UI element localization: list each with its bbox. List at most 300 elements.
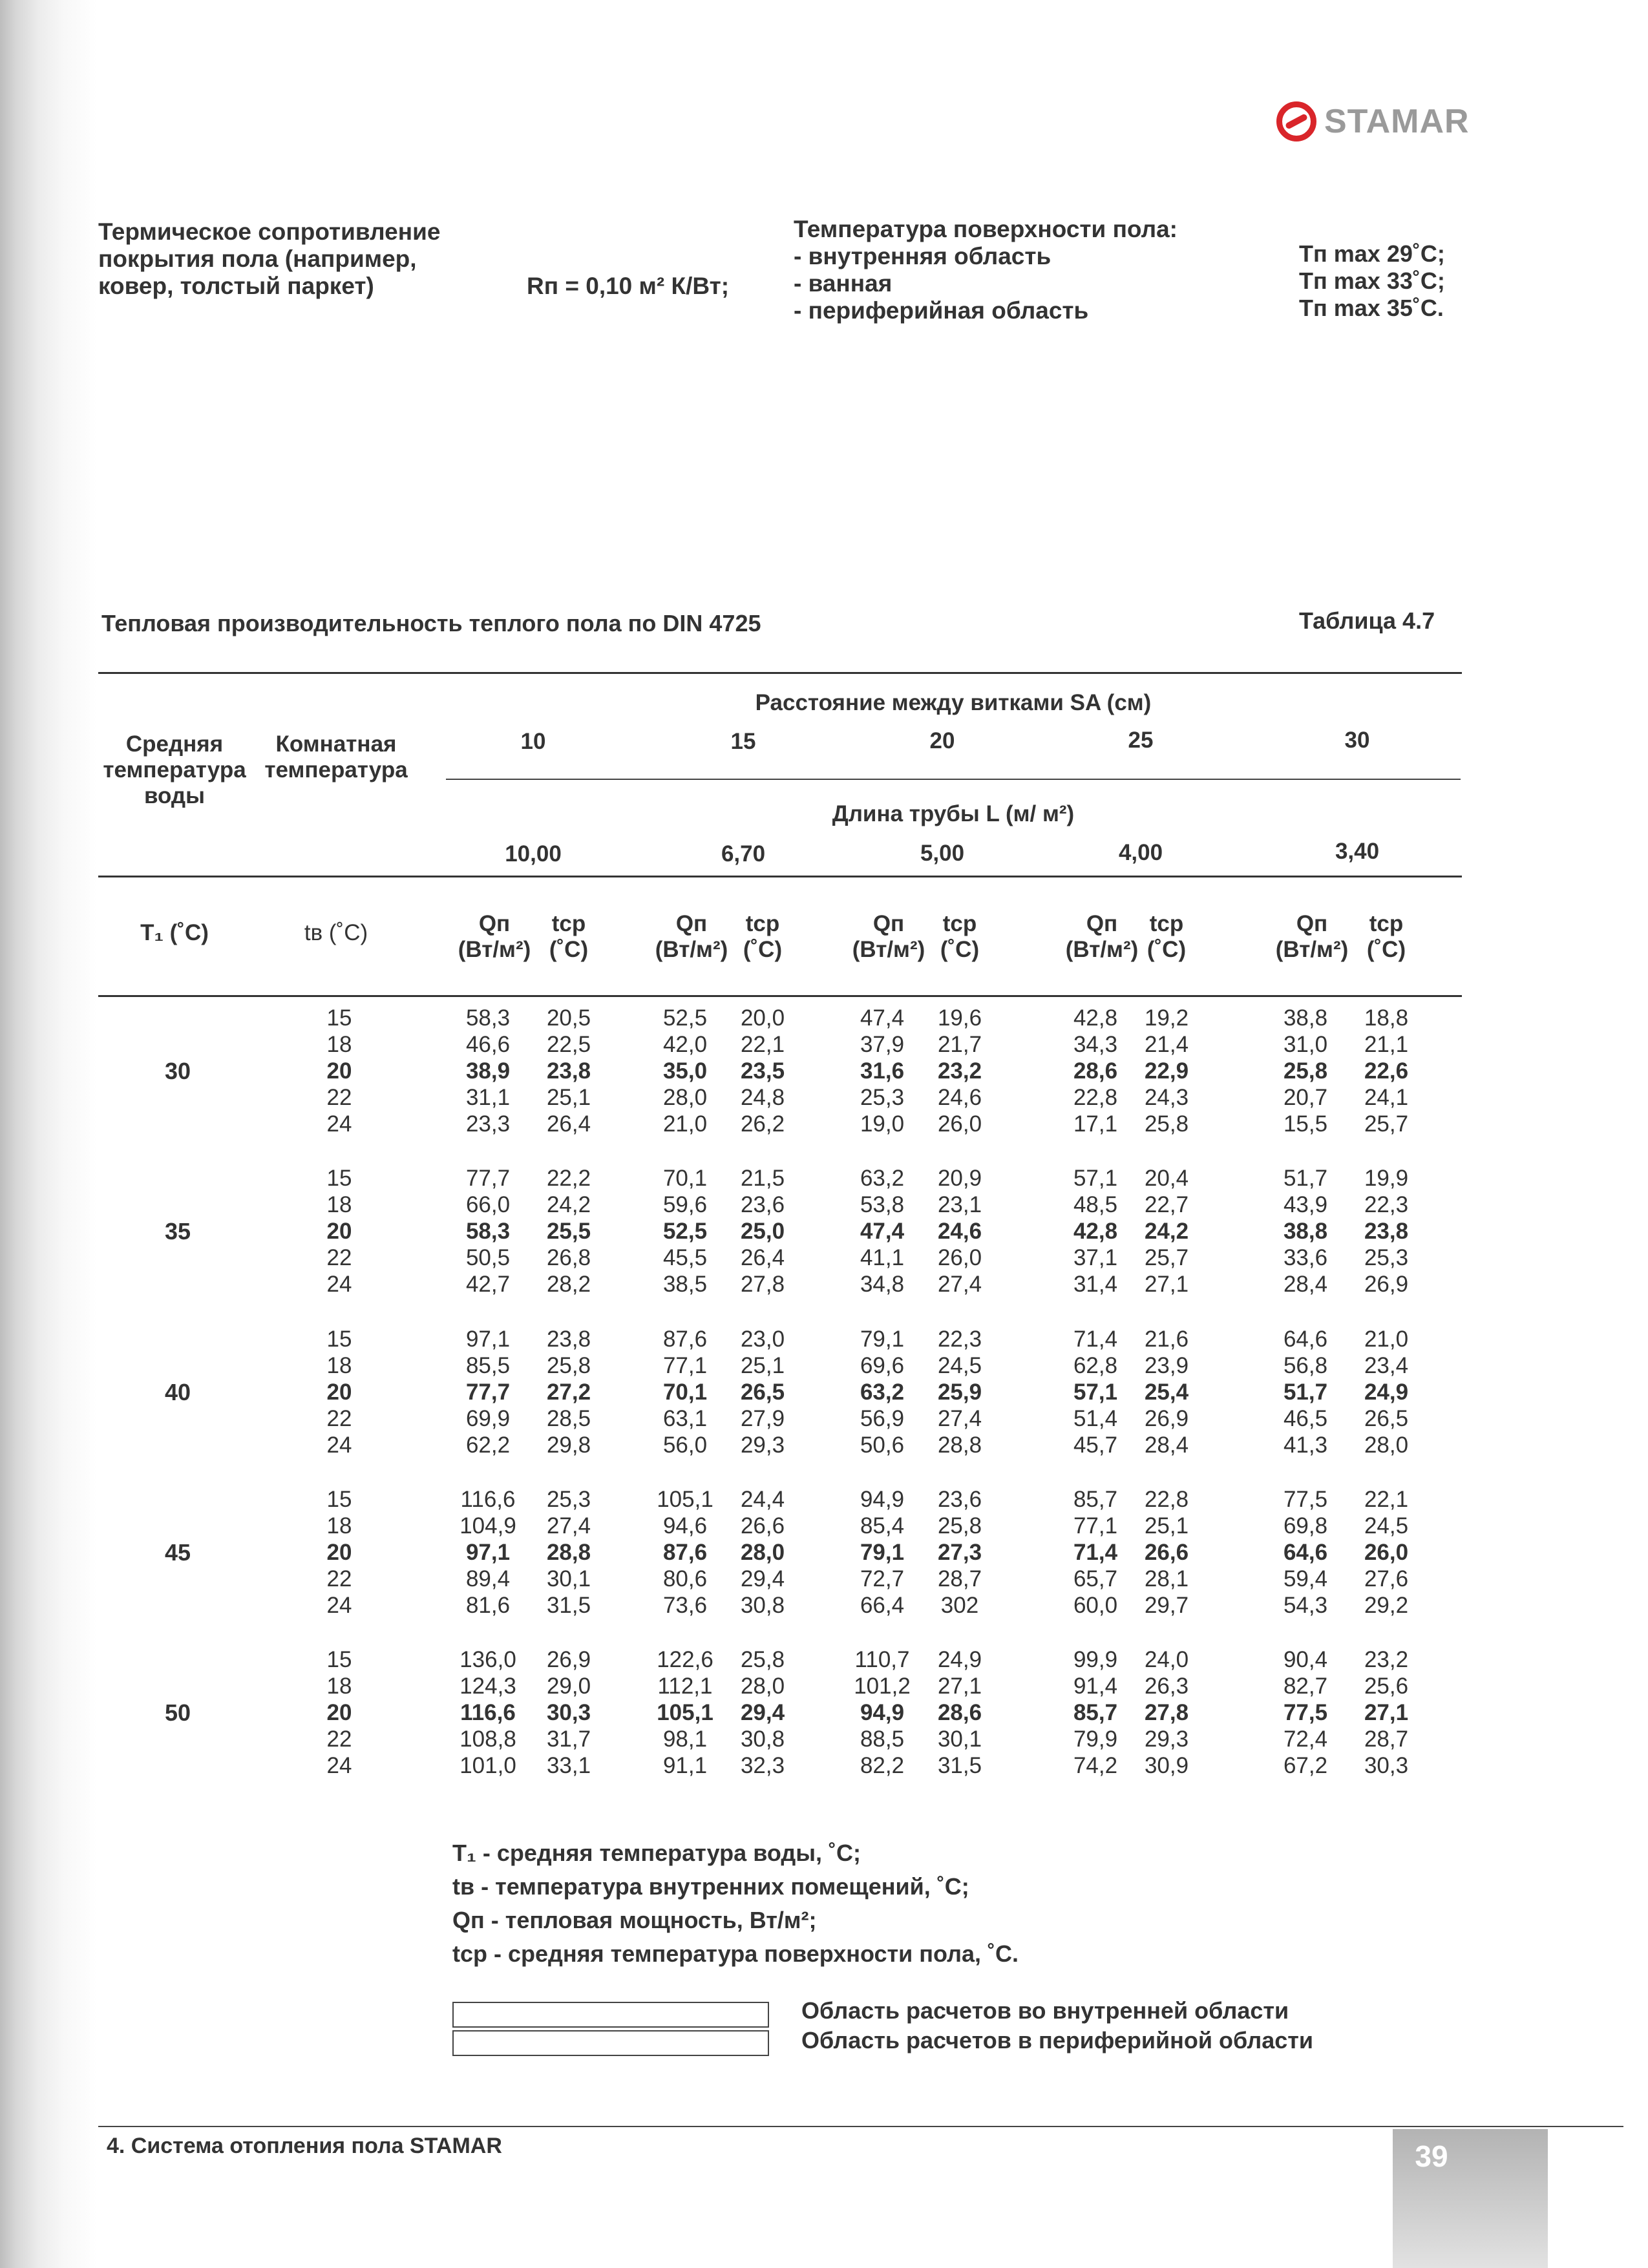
- cell-tcp: 21,4: [1144, 1032, 1189, 1057]
- cell-tcp: 27,6: [1364, 1566, 1409, 1591]
- cell-q: 110,7: [854, 1647, 910, 1672]
- header-rule: [98, 876, 1462, 877]
- cell-q: 31,4: [1073, 1272, 1118, 1297]
- length-20: 5,00: [920, 841, 965, 866]
- header-avg-water-line: воды: [143, 783, 206, 808]
- spacing-25: 25: [1128, 728, 1154, 753]
- cell-tcp: 24,5: [937, 1353, 982, 1378]
- group-t1: 35: [164, 1218, 191, 1244]
- row-tv: 15: [326, 1647, 352, 1672]
- cell-q: 58,3: [465, 1005, 511, 1031]
- header-tcp-4: [1347, 911, 1425, 963]
- cell-tcp: 29,4: [740, 1700, 785, 1725]
- cell-q: 35,0: [662, 1058, 708, 1084]
- cell-q: 108,8: [460, 1727, 516, 1752]
- cell-tcp: 23,8: [546, 1058, 591, 1084]
- cell-tcp: 27,4: [937, 1272, 982, 1297]
- cell-q: 46,5: [1283, 1406, 1328, 1431]
- cell-q: 31,6: [860, 1058, 905, 1084]
- cell-q: 56,0: [662, 1433, 708, 1458]
- cell-q: 42,8: [1073, 1219, 1118, 1244]
- note-tcp: tср - средняя температура поверхности пола, ˚C.: [452, 1940, 1019, 1967]
- cell-tcp: 25,9: [937, 1380, 982, 1405]
- cell-tcp: 29,7: [1144, 1593, 1189, 1618]
- cell-tcp: 23,6: [937, 1487, 982, 1512]
- cell-q: 37,9: [860, 1032, 905, 1057]
- row-tv: 22: [326, 1085, 352, 1110]
- header-tv: tв (˚C): [304, 920, 368, 945]
- cell-tcp: 23,8: [546, 1327, 591, 1352]
- cell-tcp: 27,1: [937, 1674, 982, 1699]
- cell-q: 66,0: [465, 1192, 511, 1217]
- cell-q: 104,9: [460, 1513, 516, 1538]
- cell-q: 122,6: [657, 1647, 713, 1672]
- cell-q: 79,1: [860, 1327, 905, 1352]
- q-symbol: Qп: [1086, 911, 1118, 936]
- cell-q: 72,4: [1283, 1727, 1328, 1752]
- tcp-unit: (˚C): [1366, 937, 1406, 962]
- cell-tcp: 25,7: [1364, 1111, 1409, 1137]
- cell-q: 47,4: [860, 1005, 905, 1031]
- spacing-20: 20: [929, 728, 955, 753]
- row-tv: 18: [326, 1353, 352, 1378]
- cell-tcp: 25,3: [546, 1487, 591, 1512]
- cell-tcp: 18,8: [1364, 1005, 1409, 1031]
- cell-q: 69,8: [1283, 1513, 1328, 1538]
- tmax-value: 35˚C.: [1386, 295, 1444, 321]
- cell-tcp: 29,3: [1144, 1727, 1189, 1752]
- q-symbol: Qп: [872, 911, 905, 936]
- header-tcp-1: [724, 911, 801, 963]
- row-tv: 15: [326, 1327, 352, 1352]
- cell-q: 50,5: [465, 1245, 511, 1270]
- row-tv: 20: [326, 1219, 352, 1244]
- legend-box-inner: [452, 2002, 769, 2028]
- header-avg-water-line: Средняя: [125, 731, 224, 757]
- cell-tcp: 23,8: [1364, 1219, 1409, 1244]
- cell-q: 90,4: [1283, 1647, 1328, 1672]
- cell-tcp: 28,8: [546, 1540, 591, 1565]
- cell-q: 51,4: [1073, 1406, 1118, 1431]
- cell-tcp: 27,9: [740, 1406, 785, 1431]
- cell-q: 25,8: [1283, 1058, 1328, 1084]
- cell-q: 34,8: [860, 1272, 905, 1297]
- notes: [452, 1836, 1019, 1971]
- cell-tcp: 25,8: [1144, 1111, 1189, 1137]
- cell-q: 94,9: [860, 1487, 905, 1512]
- cell-q: 101,2: [854, 1674, 911, 1699]
- q-unit: (Вт/м²): [1065, 937, 1139, 962]
- surface-label-line: - периферийная область: [794, 297, 1089, 324]
- cell-tcp: 28,4: [1144, 1433, 1189, 1458]
- cell-q: 28,6: [1073, 1058, 1118, 1084]
- cell-q: 17,1: [1073, 1111, 1118, 1137]
- note-tv: tв - температура внутренних помещений, ˚C;: [452, 1873, 969, 1900]
- length-10: 10,00: [505, 841, 562, 866]
- cell-q: 46,6: [465, 1032, 511, 1057]
- group-t1: 50: [164, 1699, 191, 1726]
- header-tcp-2: [921, 911, 998, 963]
- cell-tcp: 28,8: [937, 1433, 982, 1458]
- cell-tcp: 20,9: [937, 1166, 982, 1191]
- cell-q: 101,0: [460, 1753, 516, 1778]
- cell-tcp: 22,1: [1364, 1487, 1409, 1512]
- cell-tcp: 26,3: [1144, 1674, 1189, 1699]
- cell-tcp: 27,4: [937, 1406, 982, 1431]
- cell-tcp: 28,6: [937, 1700, 982, 1725]
- cell-q: 41,1: [860, 1245, 905, 1270]
- tcp-unit: (˚C): [1146, 937, 1187, 962]
- cell-q: 73,6: [662, 1593, 708, 1618]
- row-tv: 18: [326, 1192, 352, 1217]
- cell-q: 71,4: [1073, 1540, 1118, 1565]
- cell-q: 38,8: [1283, 1219, 1328, 1244]
- cell-q: 77,7: [465, 1166, 511, 1191]
- cell-q: 99,9: [1073, 1647, 1118, 1672]
- cell-tcp: 22,8: [1144, 1487, 1189, 1512]
- legend-peripheral-label: Область расчетов в периферийной области: [801, 2027, 1314, 2053]
- cell-tcp: 30,8: [740, 1593, 785, 1618]
- cell-q: 45,7: [1073, 1433, 1118, 1458]
- cell-q: 85,7: [1073, 1487, 1118, 1512]
- cell-tcp: 26,0: [937, 1245, 982, 1270]
- tcp-symbol: tср: [1369, 911, 1404, 936]
- cell-q: 50,6: [860, 1433, 905, 1458]
- cell-q: 112,1: [657, 1674, 713, 1699]
- row-tv: 20: [326, 1700, 352, 1725]
- cell-tcp: 26,9: [1364, 1272, 1409, 1297]
- cell-q: 42,0: [662, 1032, 708, 1057]
- cell-q: 51,7: [1283, 1380, 1328, 1405]
- cell-q: 31,0: [1283, 1032, 1328, 1057]
- cell-q: 74,2: [1073, 1753, 1118, 1778]
- cell-tcp: 28,0: [1364, 1433, 1409, 1458]
- row-tv: 24: [326, 1433, 352, 1458]
- cell-q: 98,1: [662, 1727, 708, 1752]
- cell-tcp: 26,9: [546, 1647, 591, 1672]
- q-symbol: Qп: [675, 911, 708, 936]
- cell-tcp: 31,5: [546, 1593, 591, 1618]
- spacing-15: 15: [730, 729, 756, 754]
- cell-tcp: 24,5: [1364, 1513, 1409, 1538]
- cell-tcp: 25,1: [1144, 1513, 1189, 1538]
- cell-q: 85,7: [1073, 1700, 1118, 1725]
- cell-tcp: 21,5: [740, 1166, 785, 1191]
- cell-tcp: 24,9: [1364, 1380, 1409, 1405]
- row-tv: 22: [326, 1245, 352, 1270]
- cell-q: 42,8: [1073, 1005, 1118, 1031]
- tmax-values: [1299, 240, 1445, 322]
- cell-tcp: 23,6: [740, 1192, 785, 1217]
- header-room-temp-line: Комнатная: [275, 731, 397, 757]
- cell-q: 82,7: [1283, 1674, 1328, 1699]
- cell-tcp: 21,0: [1364, 1327, 1409, 1352]
- resistance-label-line: Термическое сопротивление: [98, 218, 441, 245]
- cell-q: 72,7: [860, 1566, 905, 1591]
- cell-q: 81,6: [465, 1593, 511, 1618]
- cell-q: 77,5: [1283, 1487, 1328, 1512]
- cell-q: 19,0: [860, 1111, 905, 1137]
- cell-tcp: 20,0: [740, 1005, 785, 1031]
- cell-q: 85,4: [860, 1513, 905, 1538]
- cell-tcp: 22,7: [1144, 1192, 1189, 1217]
- cell-tcp: 22,2: [546, 1166, 591, 1191]
- cell-tcp: 24,9: [937, 1647, 982, 1672]
- cell-tcp: 29,8: [546, 1433, 591, 1458]
- tmax-symbol: Tп max: [1299, 240, 1380, 267]
- note-t1: T₁ - средняя температура воды, ˚C;: [452, 1840, 861, 1866]
- cell-q: 43,9: [1283, 1192, 1328, 1217]
- resistance-formula: Rп = 0,10 м² К/Вт;: [527, 273, 730, 299]
- cell-q: 52,5: [662, 1219, 708, 1244]
- cell-q: 105,1: [657, 1487, 713, 1512]
- cell-q: 58,3: [465, 1219, 511, 1244]
- cell-q: 38,9: [465, 1058, 511, 1084]
- cell-tcp: 26,8: [546, 1245, 591, 1270]
- stamar-logo-icon: [1276, 101, 1316, 142]
- cell-q: 124,3: [460, 1674, 516, 1699]
- cell-q: 33,6: [1283, 1245, 1328, 1270]
- cell-tcp: 27,1: [1144, 1272, 1189, 1297]
- cell-q: 51,7: [1283, 1166, 1328, 1191]
- header-room-temp-line: температура: [264, 757, 408, 782]
- cell-tcp: 23,5: [740, 1058, 785, 1084]
- cell-tcp: 26,6: [740, 1513, 785, 1538]
- spacing-title: Расстояние между витками SA (см): [755, 690, 1152, 715]
- cell-tcp: 25,8: [937, 1513, 982, 1538]
- group-t1: 40: [164, 1379, 191, 1405]
- cell-q: 91,4: [1073, 1674, 1118, 1699]
- resistance-label: [98, 218, 440, 300]
- cell-q: 63,2: [860, 1380, 905, 1405]
- cell-tcp: 24,8: [740, 1085, 785, 1110]
- cell-q: 38,8: [1283, 1005, 1328, 1031]
- tcp-symbol: tср: [942, 911, 977, 936]
- row-tv: 24: [326, 1111, 352, 1137]
- cell-tcp: 22,1: [740, 1032, 785, 1057]
- cell-tcp: 23,0: [740, 1327, 785, 1352]
- cell-q: 52,5: [662, 1005, 708, 1031]
- cell-q: 53,8: [860, 1192, 905, 1217]
- cell-tcp: 25,1: [740, 1353, 785, 1378]
- cell-tcp: 19,9: [1364, 1166, 1409, 1191]
- row-tv: 22: [326, 1566, 352, 1591]
- row-tv: 22: [326, 1406, 352, 1431]
- cell-q: 70,1: [662, 1166, 708, 1191]
- row-tv: 24: [326, 1593, 352, 1618]
- spacing-10: 10: [520, 729, 546, 754]
- cell-tcp: 30,3: [1364, 1753, 1409, 1778]
- cell-tcp: 24,2: [546, 1192, 591, 1217]
- cell-q: 67,2: [1283, 1753, 1328, 1778]
- cell-q: 54,3: [1283, 1593, 1328, 1618]
- cell-q: 56,8: [1283, 1353, 1328, 1378]
- cell-q: 69,6: [860, 1353, 905, 1378]
- surface-label-line: - ванная: [794, 270, 893, 297]
- legend-box-peripheral: [452, 2030, 769, 2056]
- cell-q: 66,4: [860, 1593, 905, 1618]
- cell-tcp: 25,4: [1144, 1380, 1189, 1405]
- cell-tcp: 29,3: [740, 1433, 785, 1458]
- cell-q: 89,4: [465, 1566, 511, 1591]
- cell-tcp: 21,7: [937, 1032, 982, 1057]
- row-tv: 24: [326, 1272, 352, 1297]
- cell-q: 28,0: [662, 1085, 708, 1110]
- cell-tcp: 23,4: [1364, 1353, 1409, 1378]
- cell-q: 56,9: [860, 1406, 905, 1431]
- cell-q: 116,6: [460, 1487, 516, 1512]
- tmax-row: [1299, 295, 1445, 322]
- row-tv: 20: [326, 1380, 352, 1405]
- cell-q: 116,6: [460, 1700, 516, 1725]
- cell-q: 28,4: [1283, 1272, 1328, 1297]
- cell-tcp: 25,7: [1144, 1245, 1189, 1270]
- surface-label-line: Температура поверхности пола:: [794, 216, 1178, 242]
- row-tv: 24: [326, 1753, 352, 1778]
- units-rule: [98, 995, 1462, 997]
- cell-q: 87,6: [662, 1540, 708, 1565]
- tmax-row: [1299, 268, 1445, 295]
- cell-q: 69,9: [465, 1406, 511, 1431]
- cell-q: 77,5: [1283, 1700, 1328, 1725]
- cell-q: 21,0: [662, 1111, 708, 1137]
- cell-tcp: 30,1: [937, 1727, 982, 1752]
- row-tv: 18: [326, 1513, 352, 1538]
- note-q: Qп - тепловая мощность, Вт/м²;: [452, 1907, 817, 1933]
- length-25: 4,00: [1118, 840, 1163, 865]
- page-number: 39: [1415, 2139, 1448, 2173]
- cell-tcp: 19,6: [937, 1005, 982, 1031]
- q-unit: (Вт/м²): [458, 937, 531, 962]
- cell-tcp: 28,2: [546, 1272, 591, 1297]
- cell-q: 42,7: [465, 1272, 511, 1297]
- cell-tcp: 22,3: [937, 1327, 982, 1352]
- table-caption: Тепловая производительность теплого пола по DIN 4725: [101, 610, 761, 636]
- cell-tcp: 25,1: [546, 1085, 591, 1110]
- cell-q: 60,0: [1073, 1593, 1118, 1618]
- cell-tcp: 26,2: [740, 1111, 785, 1137]
- q-unit: (Вт/м²): [1275, 937, 1349, 962]
- tcp-unit: (˚C): [549, 937, 589, 962]
- cell-tcp: 21,1: [1364, 1032, 1409, 1057]
- tmax-row: [1299, 240, 1445, 268]
- cell-tcp: 23,2: [1364, 1647, 1409, 1672]
- cell-tcp: 22,5: [546, 1032, 591, 1057]
- cell-tcp: 27,8: [740, 1272, 785, 1297]
- cell-q: 64,6: [1283, 1540, 1328, 1565]
- cell-q: 80,6: [662, 1566, 708, 1591]
- surface-temperature-label: [794, 216, 1178, 324]
- header-tcp-0: [530, 911, 607, 963]
- cell-q: 63,2: [860, 1166, 905, 1191]
- cell-tcp: 26,4: [740, 1245, 785, 1270]
- cell-q: 94,6: [662, 1513, 708, 1538]
- cell-tcp: 25,3: [1364, 1245, 1409, 1270]
- cell-tcp: 302: [940, 1593, 979, 1618]
- cell-q: 87,6: [662, 1327, 708, 1352]
- tcp-unit: (˚C): [743, 937, 783, 962]
- cell-q: 79,1: [860, 1540, 905, 1565]
- cell-q: 57,1: [1073, 1166, 1118, 1191]
- cell-tcp: 19,2: [1144, 1005, 1189, 1031]
- cell-q: 88,5: [860, 1727, 905, 1752]
- q-symbol: Qп: [1296, 911, 1328, 936]
- cell-q: 82,2: [860, 1753, 905, 1778]
- cell-tcp: 25,6: [1364, 1674, 1409, 1699]
- cell-q: 47,4: [860, 1219, 905, 1244]
- cell-q: 94,9: [860, 1700, 905, 1725]
- cell-q: 41,3: [1283, 1433, 1328, 1458]
- cell-tcp: 22,3: [1364, 1192, 1409, 1217]
- cell-tcp: 24,4: [740, 1487, 785, 1512]
- row-tv: 18: [326, 1674, 352, 1699]
- cell-tcp: 25,8: [546, 1353, 591, 1378]
- footer-section: 4. Система отопления пола STAMAR: [107, 2134, 502, 2158]
- cell-tcp: 27,1: [1364, 1700, 1409, 1725]
- q-unit: (Вт/м²): [655, 937, 728, 962]
- resistance-label-line: покрытия пола (например,: [98, 246, 417, 272]
- cell-tcp: 32,3: [740, 1753, 785, 1778]
- cell-q: 70,1: [662, 1380, 708, 1405]
- cell-tcp: 28,1: [1144, 1566, 1189, 1591]
- header-avg-water: [97, 731, 252, 809]
- legend-inner-label: Область расчетов во внутренней области: [801, 1997, 1289, 2024]
- header-t1: T₁ (˚C): [140, 920, 209, 945]
- cell-q: 65,7: [1073, 1566, 1118, 1591]
- stamar-logo: [1276, 96, 1470, 147]
- length-30: 3,40: [1335, 839, 1380, 864]
- cell-tcp: 26,0: [937, 1111, 982, 1137]
- cell-tcp: 22,6: [1364, 1058, 1409, 1084]
- cell-q: 77,1: [1073, 1513, 1118, 1538]
- cell-q: 37,1: [1073, 1245, 1118, 1270]
- cell-tcp: 24,2: [1144, 1219, 1189, 1244]
- q-symbol: Qп: [478, 911, 511, 936]
- cell-tcp: 28,0: [740, 1540, 785, 1565]
- cell-q: 136,0: [460, 1647, 516, 1672]
- spacing-30: 30: [1344, 728, 1370, 753]
- cell-q: 97,1: [465, 1540, 511, 1565]
- cell-tcp: 29,0: [546, 1674, 591, 1699]
- cell-tcp: 23,1: [937, 1192, 982, 1217]
- cell-tcp: 25,8: [740, 1647, 785, 1672]
- cell-tcp: 28,7: [937, 1566, 982, 1591]
- cell-tcp: 24,3: [1144, 1085, 1189, 1110]
- tcp-unit: (˚C): [940, 937, 980, 962]
- cell-q: 91,1: [662, 1753, 708, 1778]
- cell-q: 59,6: [662, 1192, 708, 1217]
- cell-q: 97,1: [465, 1327, 511, 1352]
- length-15: 6,70: [721, 841, 766, 866]
- cell-tcp: 26,6: [1144, 1540, 1189, 1565]
- cell-tcp: 21,6: [1144, 1327, 1189, 1352]
- cell-tcp: 26,5: [740, 1380, 785, 1405]
- q-unit: (Вт/м²): [852, 937, 925, 962]
- scan-edge-shadow: [0, 0, 97, 2268]
- cell-tcp: 27,2: [546, 1380, 591, 1405]
- cell-tcp: 27,3: [937, 1540, 982, 1565]
- cell-tcp: 33,1: [546, 1753, 591, 1778]
- surface-label-line: - внутренняя область: [794, 243, 1051, 269]
- tcp-symbol: tср: [551, 911, 586, 936]
- cell-tcp: 26,4: [546, 1111, 591, 1137]
- cell-tcp: 26,5: [1364, 1406, 1409, 1431]
- cell-q: 77,7: [465, 1380, 511, 1405]
- cell-q: 20,7: [1283, 1085, 1328, 1110]
- cell-tcp: 31,5: [937, 1753, 982, 1778]
- cell-q: 38,5: [662, 1272, 708, 1297]
- cell-tcp: 28,0: [740, 1674, 785, 1699]
